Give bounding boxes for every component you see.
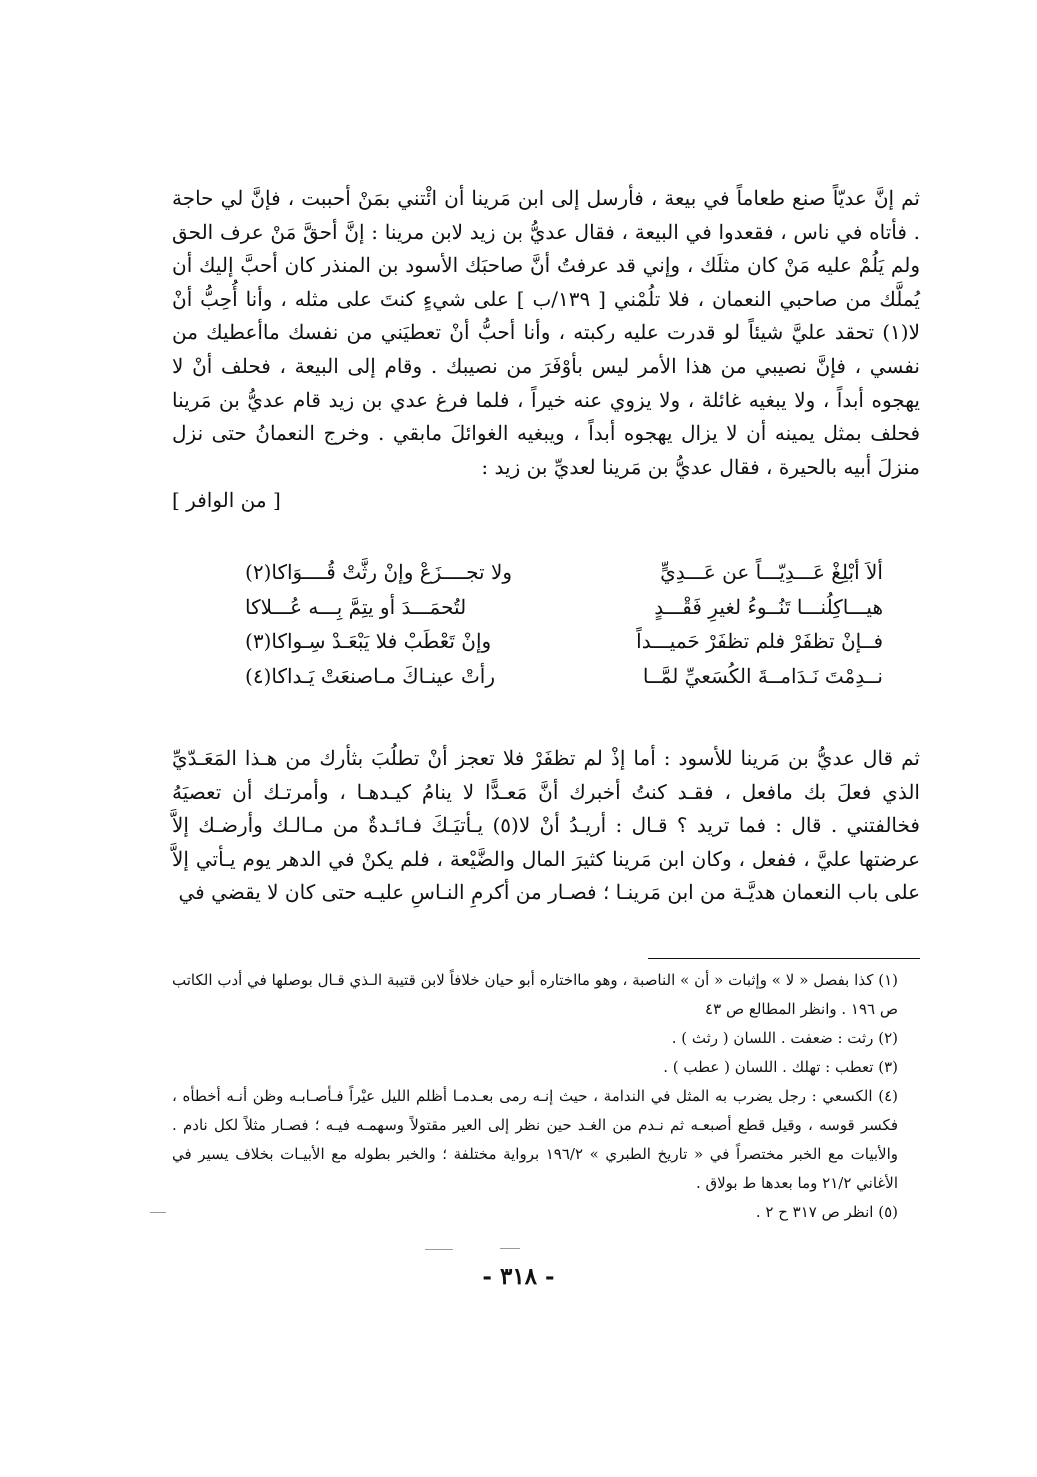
footnote-number: (٥)	[878, 1203, 898, 1221]
footnotes	[172, 966, 920, 1227]
poem-verse	[245, 664, 883, 699]
footnote	[172, 1198, 920, 1227]
footnote-text: الكسعي : رجل يضرب به المثل في الندامة ، حيث إنـه رمى بعـدمـا أظلم الليل عيْراً فـأصـابـه وظن أنـه أخطأه ، فكسر قوسه ، وقيل قطع أصبعـه ثم نـدم من الغـد حين نظر إلى العير مقتولاً وسهمـه فيـه ؛ فصـار مثلاً لكل نادم . والأبيات مع الخبر مختصراً في « تاريخ الطبري » ١٩٦/٢ برواية مختلفة ؛ والخبر بطوله مع الأبيـات بخلاف يسير في الأغاني ٢١/٢ وما بعدها ط بولاق .	[172, 1087, 899, 1192]
verse-first-hemistich: فــإنْ تظفَرْ فلم تظفَرْ حَميـــداً	[636, 629, 883, 653]
poem-verse	[245, 560, 883, 595]
scan-mark	[150, 1212, 166, 1213]
poem-verse	[245, 595, 883, 630]
verse-second-hemistich: رأتْ عينـاكَ مـاصنعَتْ يَـداكا(٤)	[245, 663, 495, 688]
footnote-number: (٢)	[878, 1029, 898, 1047]
after-poem-paragraph: ثم قال عديُّ بن مَرينا للأسود : أما إذْ لم تظفَرْ فلا تعجز أنْ تطلُبَ بثأرك من هـذا المَعَـدّيِّ الذي فعلَ بك مافعل ، فقـد كنتُ أخبرك أنَّ مَعـدًّا لا ينامُ كيـدهـا ، وأمرتـك أن تعصيَهُ فخالفتني . قال : فما تريد ؟ قـال : أريـدُ أنْ لا(٥) يـأتيَـكَ فـائـدةٌ من مـالـك وأرضـك إلاَّ عرضتها عليَّ ، ففعل ، وكان ابن مَرينا كثيرَ المال والضَّيْعة ، فلم يكنْ في الدهر يوم يـأتي إلاَّ على باب النعمان هديَّـة من ابن مَرينـا ؛ فصـار من أكرمِ النـاسِ عليـه حتى كان لا يقضي في	[172, 746, 920, 905]
poem	[245, 560, 883, 698]
footnote	[172, 1082, 920, 1198]
scan-mark	[425, 1249, 453, 1250]
poem-verse	[245, 629, 883, 664]
verse-second-hemistich: ولا تجــــزَعْ وإنْ رثَّتْ قُــــوَاكا(٢)	[245, 560, 513, 584]
after-poem-text-block	[172, 742, 920, 910]
verse-first-hemistich: نــدِمْتَ نَـدَامــةَ الكُسَعيِّ لمَّــا	[642, 663, 883, 688]
footnote	[172, 1053, 920, 1082]
meter-label: [ من الوافر ]	[172, 488, 281, 513]
footnote-number: (٣)	[878, 1058, 898, 1076]
verse-second-hemistich: لتُحمَـــدَ أو يتِمَّ بِـــه عُـــلاكا	[245, 594, 467, 619]
scan-mark	[500, 1248, 520, 1249]
footnote-text: تعطب : تهلك . اللسان ( عطب ) .	[663, 1058, 874, 1076]
footnote	[172, 1024, 920, 1053]
verse-first-hemistich: هيـــاكِلُنـــا تَنُــوءُ لغيرِ فَقْـــدٍ	[654, 594, 883, 619]
main-paragraph: ثم إنَّ عديّاً صنع طعاماً في بيعة ، فأرسل إلى ابن مَرينا أن ائْتني بمَنْ أحببت ، فإنَّ لي حاجة . فأتاه في ناس ، فقعدوا في البيعة ، فقال عديُّ بن زيد لابن مرينا : إنَّ أحقَّ مَنْ عرف الحق ولم يَلُمْ عليه مَنْ كان مثلَك ، وإني قد عرفتُ أنَّ صاحبَك الأسود بن المنذر كان أحبَّ إليك أن يُملَّك من صاحبي النعمان ، فلا تلُمْني [ ١٣٩/ب ] على شيءٍ كنتَ على مثله ، وأنا أُحِبُّ أنْ لا(١) تحقد عليَّ شيئاً لو قدرت عليه ركبته ، وأنا أحبُّ أنْ تعطيَني من نفسك ماأعطيك من نفسي ، فإنَّ نصيبي من هذا الأمر ليس بأوْفَرَ من نصيبك . وقام إلى البيعة ، فحلف أنْ لا يهجوه أبداً ، ولا يبغيه غائلة ، ولا يزوي عنه خيراً ، فلما فرغ عدي بن زيد قام عديُّ بن مَرينا فحلف بمثل يمينه أن لا يزال يهجوه أبداً ، ويبغيه الغوائلَ مابقي . وخرج النعمانُ حتى نزل منزلَ أبيه بالحيرة ، فقال عديُّ بن مَرينا لعديِّ بن زيد :	[172, 186, 920, 479]
footnote-text: انظر ص ٣١٧ ح ٢ .	[755, 1203, 874, 1221]
footnote-text: رثت : ضعفت . اللسان ( رثث ) .	[671, 1029, 874, 1047]
footnote-text: كذا بفصل « لا » وإثبات « أن » الناصبة ، وهو مااختاره أبو حيان خلافاً لابن قتيبة الـذي قـال بوصلها في أدب الكاتب ص ١٩٦ . وانظر المطالع ص ٤٣	[172, 971, 898, 1018]
verse-first-hemistich: ألاَ أبْلِغْ عَـــدِيّـــاً عن عَـــدِيٍّ	[660, 560, 883, 584]
footnote-number: (١)	[878, 971, 898, 989]
page-number: - ٣١٨ -	[482, 1263, 555, 1290]
main-text-block	[172, 182, 920, 518]
footnote-separator	[648, 958, 920, 959]
verse-second-hemistich: وإنْ تَعْطَبْ فلا يَبْعَـدْ سِـواكا(٣)	[245, 629, 492, 653]
footnote-number: (٤)	[878, 1087, 898, 1105]
footnote	[172, 966, 920, 1024]
